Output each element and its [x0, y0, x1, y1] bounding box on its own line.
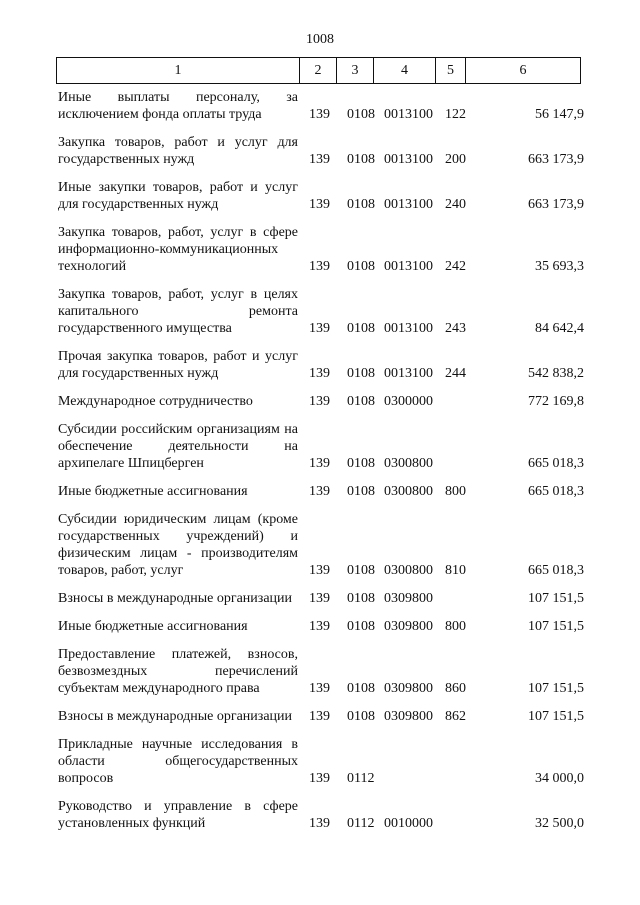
row-values — [0, 680, 640, 697]
column-header-3: 3 — [337, 58, 374, 84]
page-number: 1008 — [306, 32, 334, 47]
table-row — [0, 393, 640, 410]
row-values — [0, 393, 640, 410]
section-code: 0112 — [347, 771, 375, 786]
amount: 663 173,9 — [528, 197, 584, 212]
amount: 35 693,3 — [535, 259, 584, 274]
column-header-2: 2 — [300, 58, 337, 84]
row-values — [0, 590, 640, 607]
row-description: Международное сотрудничество — [58, 394, 253, 409]
ministry-code: 139 — [309, 366, 330, 381]
row-description: Предоставление платежей, взносов, безвозмездных перечислений субъектам международного права — [58, 647, 298, 696]
table-row — [0, 348, 640, 382]
target-article-code: 0013100 — [384, 366, 433, 381]
amount: 56 147,9 — [535, 107, 584, 122]
ministry-code: 139 — [309, 107, 330, 122]
target-article-code: 0013100 — [384, 321, 433, 336]
section-code: 0108 — [347, 681, 375, 696]
amount: 84 642,4 — [535, 321, 584, 336]
row-description: Субсидии российским организациям на обеспечение деятельности на архипелаге Шпицберген — [58, 422, 298, 471]
column-header-1: 1 — [57, 58, 300, 84]
row-description: Руководство и управление в сфере установленных функций — [58, 799, 298, 831]
amount: 107 151,5 — [528, 619, 584, 634]
budget-rows — [0, 89, 640, 843]
row-values — [0, 151, 640, 168]
ministry-code: 139 — [309, 197, 330, 212]
table-row — [0, 421, 640, 472]
ministry-code: 139 — [309, 563, 330, 578]
target-article-code: 0010000 — [384, 816, 433, 831]
target-article-code: 0013100 — [384, 152, 433, 167]
section-code: 0112 — [347, 816, 375, 831]
ministry-code: 139 — [309, 709, 330, 724]
ministry-code: 139 — [309, 484, 330, 499]
row-values — [0, 770, 640, 787]
table-row — [0, 179, 640, 213]
target-article-code: 0300800 — [384, 484, 433, 499]
amount: 107 151,5 — [528, 681, 584, 696]
target-article-code: 0309800 — [384, 709, 433, 724]
column-header-6: 6 — [466, 58, 581, 84]
row-description: Субсидии юридическим лицам (кроме государственных учреждений) и физическим лицам - производителям товаров, работ, услуг — [58, 512, 298, 578]
amount: 665 018,3 — [528, 484, 584, 499]
table-row — [0, 708, 640, 725]
row-description: Закупка товаров, работ и услуг для государственных нужд — [58, 135, 298, 167]
expense-type-code: 810 — [445, 563, 466, 578]
expense-type-code: 800 — [445, 484, 466, 499]
expense-type-code: 862 — [445, 709, 466, 724]
row-values — [0, 106, 640, 123]
ministry-code: 139 — [309, 152, 330, 167]
table-row — [0, 224, 640, 275]
row-description: Закупка товаров, работ, услуг в целях капитального ремонта государственного имущества — [58, 287, 298, 336]
ministry-code: 139 — [309, 681, 330, 696]
ministry-code: 139 — [309, 456, 330, 471]
row-values — [0, 483, 640, 500]
table-row — [0, 511, 640, 579]
ministry-code: 139 — [309, 259, 330, 274]
target-article-code: 0300000 — [384, 394, 433, 409]
target-article-code: 0013100 — [384, 107, 433, 122]
row-values — [0, 320, 640, 337]
target-article-code: 0309800 — [384, 681, 433, 696]
amount: 665 018,3 — [528, 456, 584, 471]
table-row — [0, 483, 640, 500]
table-row — [0, 89, 640, 123]
section-code: 0108 — [347, 484, 375, 499]
table-row — [0, 286, 640, 337]
row-description: Взносы в международные организации — [58, 591, 293, 606]
expense-type-code: 244 — [445, 366, 466, 381]
row-values — [0, 365, 640, 382]
section-code: 0108 — [347, 259, 375, 274]
table-row — [0, 798, 640, 832]
table-row — [0, 134, 640, 168]
row-description: Закупка товаров, работ, услуг в сфере информационно-коммуникационных технологий — [58, 225, 298, 274]
table-row — [0, 646, 640, 697]
row-values — [0, 815, 640, 832]
table-row — [0, 618, 640, 635]
column-header-table — [56, 57, 581, 84]
row-description: Иные бюджетные ассигнования — [58, 619, 248, 634]
expense-type-code: 240 — [445, 197, 466, 212]
column-header-5: 5 — [436, 58, 466, 84]
amount: 542 838,2 — [528, 366, 584, 381]
ministry-code: 139 — [309, 771, 330, 786]
ministry-code: 139 — [309, 816, 330, 831]
column-header-4: 4 — [374, 58, 436, 84]
table-row — [0, 736, 640, 787]
expense-type-code: 243 — [445, 321, 466, 336]
column-header-row — [57, 58, 581, 84]
ministry-code: 139 — [309, 321, 330, 336]
expense-type-code: 800 — [445, 619, 466, 634]
expense-type-code: 860 — [445, 681, 466, 696]
amount: 663 173,9 — [528, 152, 584, 167]
row-values — [0, 618, 640, 635]
amount: 772 169,8 — [528, 394, 584, 409]
expense-type-code: 200 — [445, 152, 466, 167]
ministry-code: 139 — [309, 394, 330, 409]
target-article-code: 0013100 — [384, 259, 433, 274]
ministry-code: 139 — [309, 591, 330, 606]
section-code: 0108 — [347, 591, 375, 606]
row-values — [0, 708, 640, 725]
target-article-code: 0013100 — [384, 197, 433, 212]
amount: 34 000,0 — [535, 771, 584, 786]
row-description: Иные выплаты персоналу, за исключением фонда оплаты труда — [58, 90, 298, 122]
section-code: 0108 — [347, 366, 375, 381]
row-values — [0, 562, 640, 579]
section-code: 0108 — [347, 709, 375, 724]
expense-type-code: 242 — [445, 259, 466, 274]
row-description: Прочая закупка товаров, работ и услуг для государственных нужд — [58, 349, 298, 381]
section-code: 0108 — [347, 107, 375, 122]
row-description: Прикладные научные исследования в области общегосударственных вопросов — [58, 737, 298, 786]
section-code: 0108 — [347, 394, 375, 409]
row-values — [0, 258, 640, 275]
section-code: 0108 — [347, 563, 375, 578]
section-code: 0108 — [347, 321, 375, 336]
row-values — [0, 196, 640, 213]
row-values — [0, 455, 640, 472]
target-article-code: 0300800 — [384, 563, 433, 578]
target-article-code: 0309800 — [384, 619, 433, 634]
target-article-code: 0300800 — [384, 456, 433, 471]
amount: 107 151,5 — [528, 709, 584, 724]
amount: 107 151,5 — [528, 591, 584, 606]
amount: 665 018,3 — [528, 563, 584, 578]
expense-type-code: 122 — [445, 107, 466, 122]
table-row — [0, 590, 640, 607]
target-article-code: 0309800 — [384, 591, 433, 606]
section-code: 0108 — [347, 456, 375, 471]
section-code: 0108 — [347, 152, 375, 167]
row-description: Иные закупки товаров, работ и услуг для государственных нужд — [58, 180, 298, 212]
section-code: 0108 — [347, 619, 375, 634]
row-description: Взносы в международные организации — [58, 709, 293, 724]
row-description: Иные бюджетные ассигнования — [58, 484, 248, 499]
section-code: 0108 — [347, 197, 375, 212]
ministry-code: 139 — [309, 619, 330, 634]
amount: 32 500,0 — [535, 816, 584, 831]
